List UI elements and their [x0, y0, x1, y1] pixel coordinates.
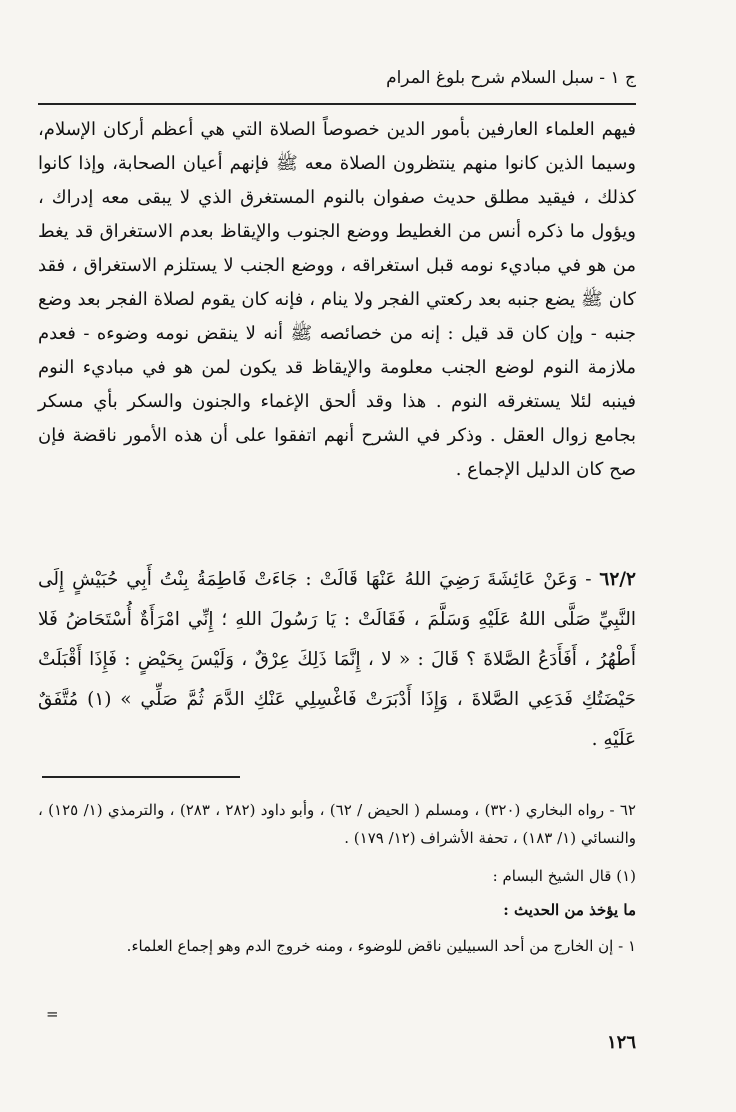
hadith-text: - وَعَنْ عَائِشَةَ رَضِيَ اللهُ عَنْهَا قَالَتْ : جَاءَتْ فَاطِمَةُ بِنْتُ أَبِي حُبَيْشٍ إِلَى النَّبِيِّ صَلَّى اللهُ عَلَيْهِ وَسَلَّمَ ، فَقَالَتْ : يَا رَسُولَ اللهِ ؛ إِنِّي امْرَأَةٌ أُسْتَحَاضُ فَلا أَطْهُرُ ، أَفَأَدَعُ الصَّلاةَ ؟ قَالَ : « لا ، إِنَّمَا ذَلِكَ عِرْقٌ ، وَلَيْسَ بِحَيْضٍ : فَإِذَا أَقْبَلَتْ حَيْضَتُكِ فَدَعِي الصَّلاةَ ، وَإِذَا أَدْبَرَتْ فَاغْسِلِي عَنْكِ الدَّمَ ثُمَّ صَلِّي » (١) مُتَّفَقٌ عَلَيْهِ . — [38, 569, 636, 750]
commentary-text — [38, 113, 636, 487]
hadith-number: ٦٢/٢ — [599, 569, 636, 590]
footnote-section-heading: ما يؤخذ من الحديث : — [503, 901, 636, 919]
hadith-paragraph — [38, 560, 636, 760]
running-header: ج ١ - سبل السلام شرح بلوغ المرام — [386, 68, 636, 88]
footnote-note-intro: (١) قال الشيخ البسام : — [492, 867, 636, 885]
commentary-paragraph: فيهم العلماء العارفين بأمور الدين خصوصاً الصلاة التي هي أعظم أركان الإسلام، وسيما الذين كانوا منهم ينتظرون الصلاة معه ﷺ فإنهم أعيان الصحابة، وإذا كانوا كذلك ، فيقيد مطلق حديث صفوان بالنوم المستغرق الذي لا يبقى معه إدراك ، ويؤول ما ذكره أنس من الغطيط ووضع الجنوب والإيقاظ بعدم الاستغراق قد يغط من هو في مباديء نومه قبل استغراقه ، ووضع الجنب لا يستلزم الاستغراق ، فقد كان ﷺ يضع جنبه بعد ركعتي الفجر ولا ينام ، فإنه كان يقوم لصلاة الفجر بعد وضع جنبه - وإن كان قد قيل : إنه من خصائصه ﷺ أنه لا ينقض نومه وضوءه - فعدم ملازمة النوم لوضع الجنب معلومة والإيقاظ قد يكون لمن هو في مباديء النوم فينبه لئلا يستغرقه النوم . هذا وقد ألحق الإغماء والجنون والسكر بأي مسكر بجامع زوال العقل . وذكر في الشرح أنهم اتفقوا على أن هذه الأمور ناقضة فإن صح كان الدليل الإجماع . — [38, 119, 636, 480]
page-number: ١٢٦ — [606, 1032, 636, 1053]
continuation-mark: = — [46, 1005, 59, 1023]
footnotes — [38, 796, 636, 960]
header-rule — [38, 103, 636, 105]
hadith-block — [38, 560, 636, 760]
footnote-reference: ٦٢ - رواه البخاري (٣٢٠) ، ومسلم ( الحيض / ٦٢) ، وأبو داود (٢٨٢ ، ٢٨٣) ، والترمذي (١/ ١٢٥) ، والنسائي (١/ ١٨٣) ، تحفة الأشراف (١٢/ ١٧٩) . — [38, 801, 636, 847]
footnote-item-1: ١ - إن الخارج من أحد السبيلين ناقض للوضوء ، ومنه خروج الدم وهو إجماع العلماء. — [126, 937, 636, 955]
book-page — [38, 0, 636, 1112]
footnote-rule — [42, 776, 240, 778]
